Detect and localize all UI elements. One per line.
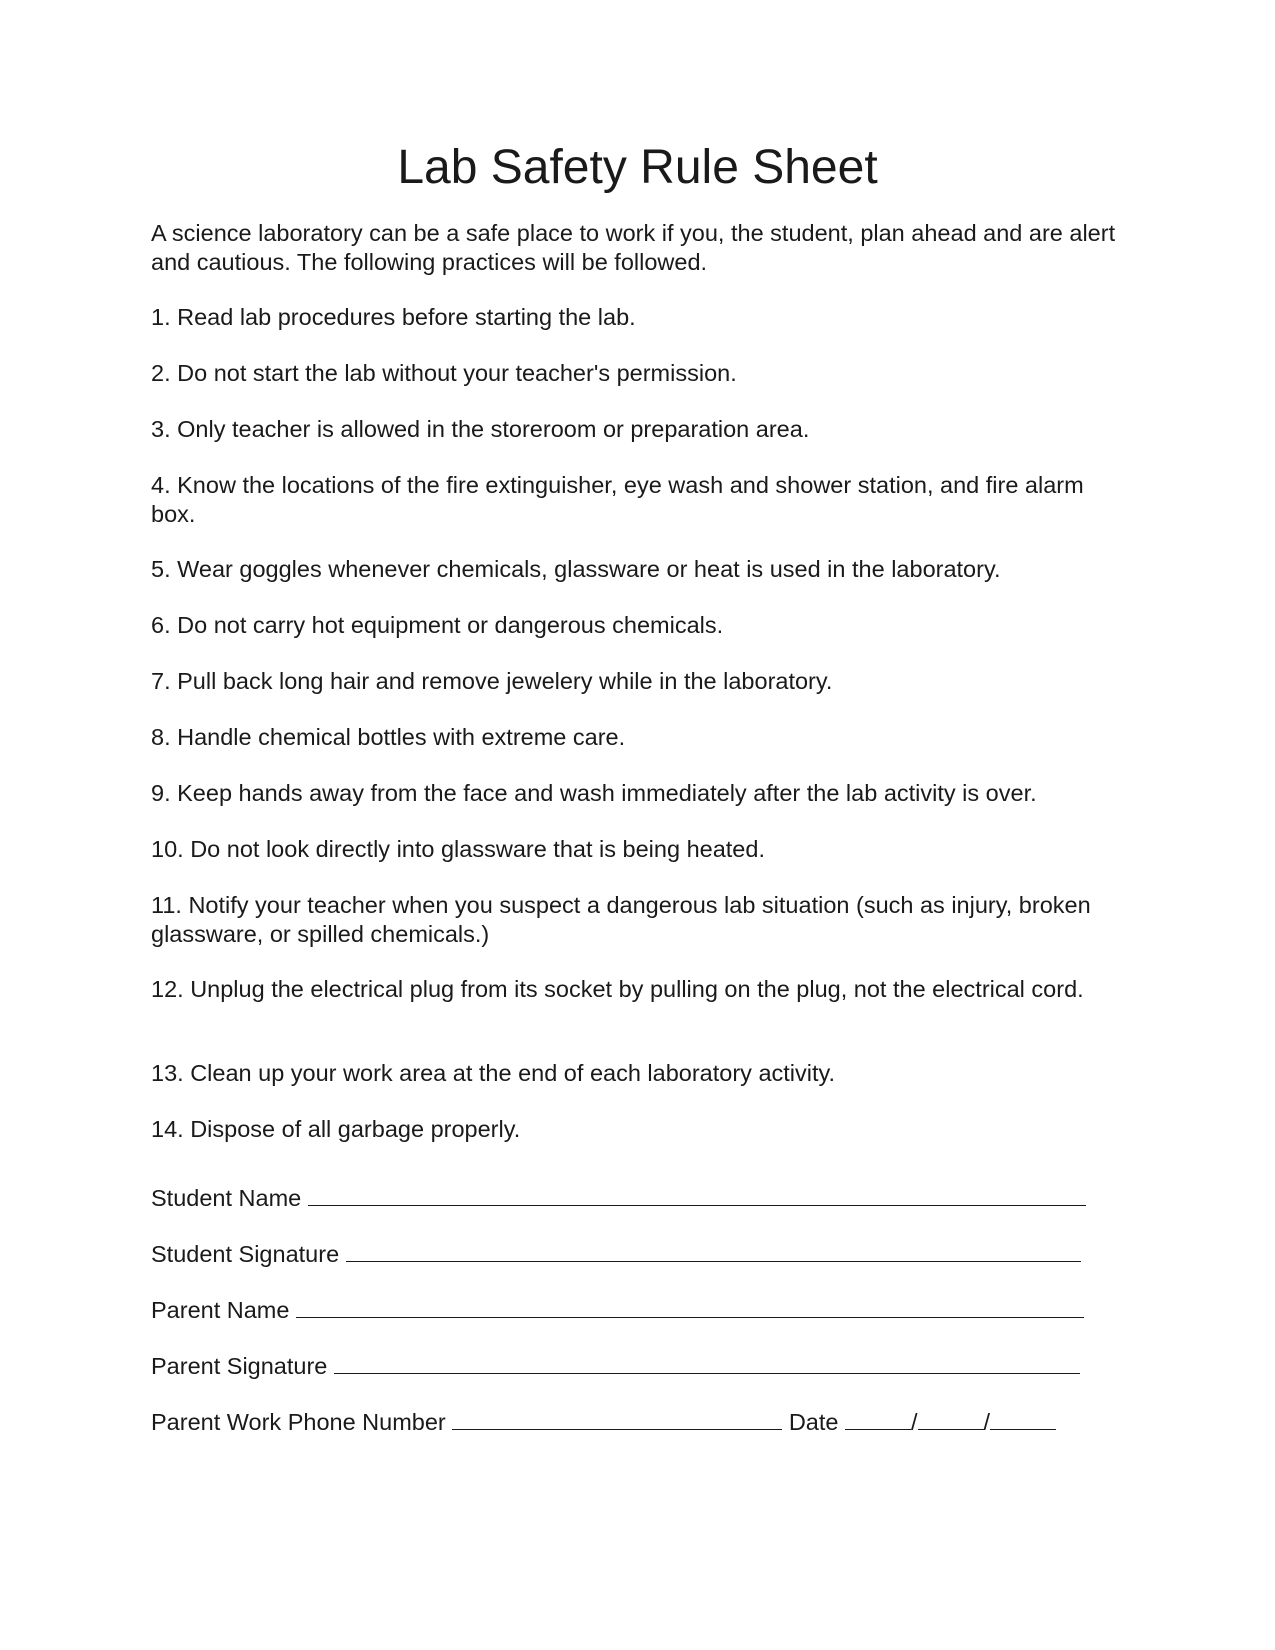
parent-name-row <box>151 1295 1084 1325</box>
parent-name-label: Parent Name <box>151 1297 290 1323</box>
student-signature-row <box>151 1239 1081 1269</box>
parent-phone-date-row <box>151 1407 1056 1437</box>
date-separator: / <box>983 1409 991 1435</box>
parent-signature-label: Parent Signature <box>151 1353 328 1379</box>
rule-item: 7. Pull back long hair and remove jewelery while in the laboratory. <box>151 668 833 694</box>
date-day-blank[interactable] <box>918 1407 984 1430</box>
date-year-blank[interactable] <box>990 1407 1056 1430</box>
rule-item: 9. Keep hands away from the face and wash immediately after the lab activity is over. <box>151 780 1037 806</box>
rule-item: 10. Do not look directly into glassware that is being heated. <box>151 836 765 862</box>
student-name-row <box>151 1183 1086 1213</box>
rule-item: 12. Unplug the electrical plug from its socket by pulling on the plug, not the electrical cord. <box>151 976 1084 1002</box>
rule-item: 2. Do not start the lab without your teacher's permission. <box>151 360 737 386</box>
date-label: Date <box>788 1409 839 1435</box>
rule-item: 1. Read lab procedures before starting the lab. <box>151 304 636 330</box>
document-title: Lab Safety Rule Sheet <box>397 141 878 194</box>
parent-work-phone-label: Parent Work Phone Number <box>151 1409 446 1435</box>
parent-work-phone-blank[interactable] <box>452 1407 782 1430</box>
student-signature-blank[interactable] <box>346 1239 1081 1262</box>
rule-item: 8. Handle chemical bottles with extreme care. <box>151 724 626 750</box>
rule-item: 6. Do not carry hot equipment or dangerous chemicals. <box>151 612 724 638</box>
rule-item: 13. Clean up your work area at the end of each laboratory activity. <box>151 1060 836 1086</box>
parent-signature-row <box>151 1351 1080 1381</box>
date-separator: / <box>911 1409 918 1435</box>
student-signature-label: Student Signature <box>151 1241 340 1267</box>
rule-item: 4. Know the locations of the fire extinguisher, eye wash and shower station, and fire alarm box. <box>151 472 1084 527</box>
rule-item: 11. Notify your teacher when you suspect a dangerous lab situation (such as injury, broken glassware, or spilled chemicals.) <box>151 892 1091 947</box>
parent-name-blank[interactable] <box>296 1295 1084 1318</box>
date-month-blank[interactable] <box>845 1407 911 1430</box>
rule-item: 5. Wear goggles whenever chemicals, glassware or heat is used in the laboratory. <box>151 556 1001 582</box>
rule-item: 14. Dispose of all garbage properly. <box>151 1116 521 1142</box>
parent-signature-blank[interactable] <box>334 1351 1080 1374</box>
student-name-blank[interactable] <box>308 1183 1086 1206</box>
intro-paragraph: A science laboratory can be a safe place to work if you, the student, plan ahead and are alert and cautious. The following practices will be followed. <box>151 220 1116 275</box>
student-name-label: Student Name <box>151 1185 302 1211</box>
rule-item: 3. Only teacher is allowed in the storeroom or preparation area. <box>151 416 810 442</box>
